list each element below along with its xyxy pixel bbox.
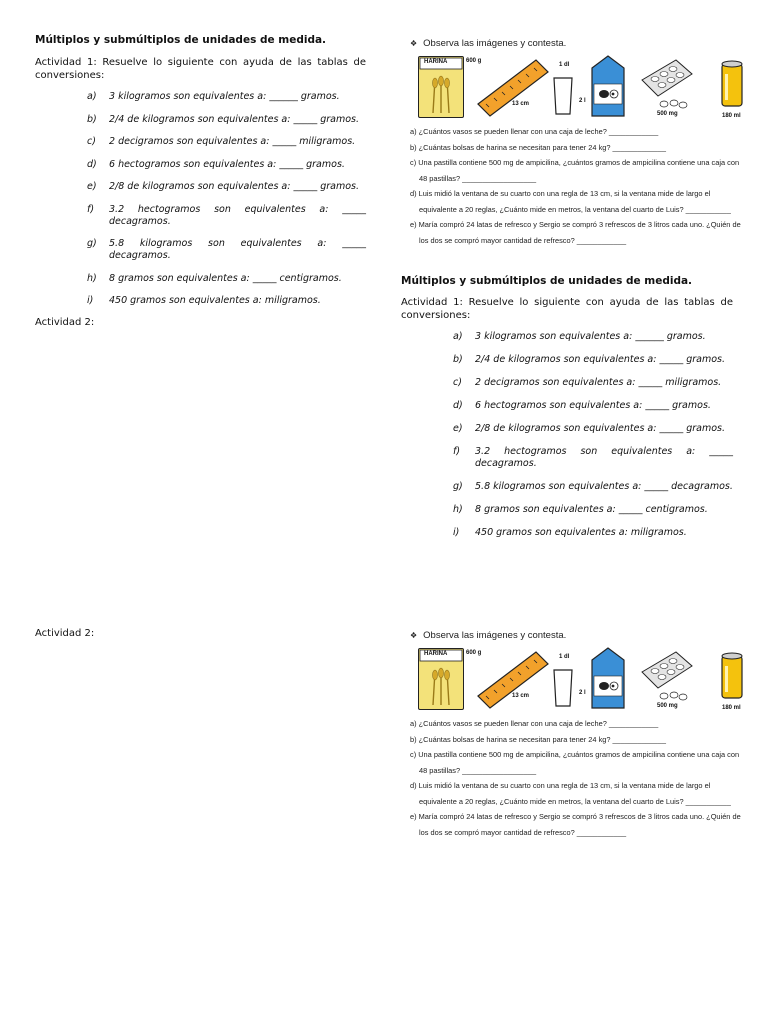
worksheet-heading: ❖ Observa las imágenes y contesta. [410, 38, 567, 49]
question-line: 48 pastillas? __________________ [419, 173, 537, 183]
question-line: equivalente a 20 reglas, ¿Cuánto mide en metros, la ventana del cuarto de Luis? ___________ [419, 796, 731, 806]
milk-carton-icon [590, 54, 626, 118]
question-line: d) Luis midió la ventana de su cuarto con una regla de 13 cm, si la ventana mide de largo el [410, 189, 711, 198]
soda-can-icon [720, 650, 744, 700]
question-line: los dos se compró mayor cantidad de refresco? ____________ [419, 235, 627, 245]
list-item: b) 2/4 de kilogramos son equivalentes a: _____ gramos. [87, 113, 360, 125]
question-line: c) Una pastilla contiene 500 mg de ampicilina, ¿cuántos gramos de ampicilina contiene una caja con [410, 158, 740, 167]
flour-brand-label: HARINA [424, 59, 448, 65]
diamond-bullet-icon: ❖ [410, 631, 418, 640]
list-item: h) 8 gramos son equivalentes a: _____ centigramos. [87, 272, 342, 284]
flour-weight-label: 600 g [466, 58, 482, 64]
question-line: e) María compró 24 latas de refresco y Sergio se compró 3 refrescos de 3 litros cada uno. ¿Quién de [410, 812, 741, 821]
pills-blister-icon [638, 58, 694, 98]
list-item: e) 2/8 de kilogramos son equivalentes a: _____ gramos. [453, 423, 726, 434]
flour-weight-label: 600 g [466, 650, 482, 656]
left-exercise-list [87, 91, 366, 307]
right-title: Múltiplos y submúltiplos de unidades de medida. [401, 275, 693, 287]
list-item: e) 2/8 de kilogramos son equivalentes a: _____ gramos. [87, 181, 360, 192]
pills-dose-label: 500 mg [657, 703, 678, 709]
glass-volume-label: 1 dl [559, 654, 570, 660]
right-exercise-list [453, 331, 733, 539]
pills-blister-icon [638, 650, 694, 690]
ruler-icon [474, 650, 552, 710]
can-volume-label: 180 ml [722, 113, 741, 119]
list-item: b) 2/4 de kilogramos son equivalentes a: _____ gramos. [453, 354, 726, 365]
milk-volume-label: 2 l [579, 690, 586, 696]
question-line: los dos se compró mayor cantidad de refresco? ____________ [419, 827, 627, 837]
can-volume-label: 180 ml [722, 705, 741, 711]
left-activity2-label-bottom: Actividad 2: [35, 628, 95, 639]
left-activity1-instructions: Actividad 1: Resuelve lo siguiente con ayuda de las tablas de conversiones: [35, 57, 366, 81]
glass-icon [552, 76, 574, 116]
left-column [35, 34, 366, 328]
left-activity2-label: Actividad 2: [35, 317, 95, 328]
right-activity1-instructions: Actividad 1: Resuelve lo siguiente con ayuda de las tablas de conversiones: [401, 297, 733, 321]
glass-icon [552, 668, 574, 708]
list-item: g) 5.8 kilogramos son equivalentes a: _____ decagramos. [453, 481, 733, 492]
list-item: a) 3 kilogramos son equivalentes a: ______ gramos. [87, 91, 340, 102]
milk-carton-icon [590, 646, 626, 710]
ruler-length-label: 13 cm [512, 693, 530, 699]
ruler-icon [474, 58, 552, 118]
worksheet-heading: ❖ Observa las imágenes y contesta. [410, 630, 567, 641]
list-item: c) 2 decigramos son equivalentes a: _____ miligramos. [453, 377, 722, 388]
flour-bag-icon [418, 56, 464, 118]
question-line: b) ¿Cuántas bolsas de harina se necesitan para tener 24 kg? _____________ [410, 142, 666, 152]
question-line: a) ¿Cuántos vasos se pueden llenar con una caja de leche? ____________ [410, 127, 659, 136]
products-illustration [410, 54, 760, 120]
flour-bag-icon [418, 648, 464, 710]
worksheet-block-bottom [410, 630, 760, 840]
list-item: i) 450 gramos son equivalentes a: miligramos. [453, 527, 687, 538]
ruler-length-label: 13 cm [512, 101, 530, 107]
left-title: Múltiplos y submúltiplos de unidades de medida. [35, 34, 327, 46]
right-column [401, 275, 733, 539]
flour-brand-label: HARINA [424, 651, 448, 657]
list-item: i) 450 gramos son equivalentes a: miligramos. [87, 295, 321, 306]
loose-pills-icon [658, 98, 688, 110]
question-line: e) María compró 24 latas de refresco y Sergio se compró 3 refrescos de 3 litros cada uno. ¿Quién de [410, 220, 741, 229]
list-item: c) 2 decigramos son equivalentes a: _____ miligramos. [87, 136, 356, 147]
milk-volume-label: 2 l [579, 98, 586, 104]
question-line: c) Una pastilla contiene 500 mg de ampicilina, ¿cuántos gramos de ampicilina contiene una caja con [410, 750, 740, 759]
question-line: 48 pastillas? __________________ [419, 765, 537, 775]
loose-pills-icon [658, 690, 688, 702]
worksheet-questions [410, 716, 760, 840]
diamond-bullet-icon: ❖ [410, 39, 418, 48]
list-item: f) 3.2 hectogramos son equivalentes a: _____ decagramos. [453, 446, 733, 469]
soda-can-icon [720, 58, 744, 108]
question-line: d) Luis midió la ventana de su cuarto con una regla de 13 cm, si la ventana mide de largo el [410, 781, 711, 790]
worksheet-questions [410, 124, 760, 248]
list-item: g) 5.8 kilogramos son equivalentes a: _____ decagramos. [87, 238, 366, 261]
question-line: a) ¿Cuántos vasos se pueden llenar con una caja de leche? ____________ [410, 719, 659, 728]
list-item: d) 6 hectogramos son equivalentes a: _____ gramos. [453, 400, 711, 411]
glass-volume-label: 1 dl [559, 62, 570, 68]
list-item: f) 3.2 hectogramos son equivalentes a: _____ decagramos. [87, 203, 366, 227]
question-line: equivalente a 20 reglas, ¿Cuánto mide en metros, la ventana del cuarto de Luis? ___________ [419, 204, 731, 214]
list-item: a) 3 kilogramos son equivalentes a: ______ gramos. [453, 331, 706, 342]
products-illustration [410, 646, 760, 712]
question-line: b) ¿Cuántas bolsas de harina se necesitan para tener 24 kg? _____________ [410, 734, 666, 744]
worksheet-block-top [410, 38, 760, 248]
pills-dose-label: 500 mg [657, 111, 678, 117]
list-item: d) 6 hectogramos son equivalentes a: _____ gramos. [87, 158, 345, 170]
list-item: h) 8 gramos son equivalentes a: _____ centigramos. [453, 504, 708, 515]
